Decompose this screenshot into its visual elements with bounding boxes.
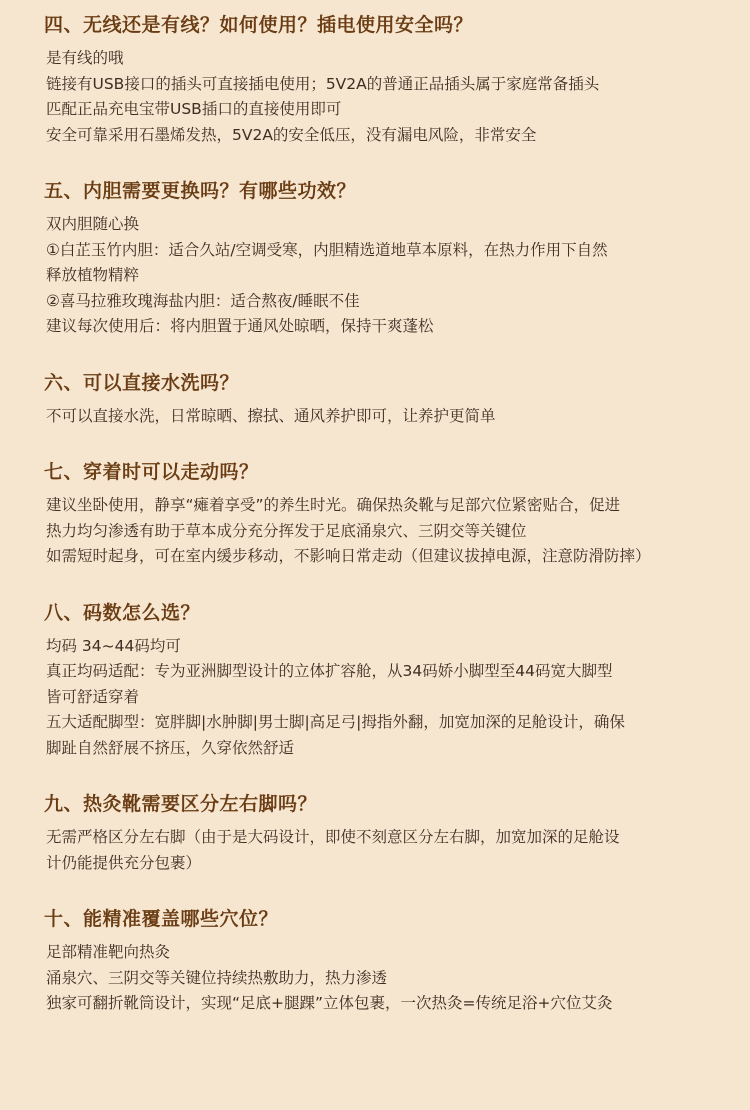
answer-line: 如需短时起身，可在室内缓步移动，不影响日常走动（但建议拔掉电源，注意防滑防摔）: [46, 547, 651, 565]
answer-line: 建议坐卧使用，静享“瘫着享受”的养生时光。确保热灸靴与足部穴位紧密贴合，促进: [46, 496, 621, 514]
answer-line: 释放植物精粹: [46, 266, 140, 284]
faq-section-10: [46, 904, 714, 1017]
faq-section-6: [46, 368, 714, 430]
section-title: 八、码数怎么选？: [44, 601, 201, 624]
answer-line: 匹配正品充电宝带USB插口的直接使用即可: [46, 100, 342, 118]
answer-line: 链接有USB接口的插头可直接插电使用；5V2A的普通正品插头属于家庭常备插头: [46, 74, 600, 93]
answer-line: ②喜马拉雅玫瑰海盐内胆：适合熬夜/睡眠不佳: [46, 291, 360, 310]
section-title: 四、无线还是有线？如何使用？插电使用安全吗？: [44, 14, 474, 36]
section-title: 五、内胆需要更换吗？有哪些功效？: [44, 180, 357, 202]
answer-line: 涌泉穴、三阴交等关键位持续热敷助力，热力渗透: [46, 968, 388, 987]
answer-line: ①白芷玉竹内胆：适合久站/空调受寒，内胆精选道地草本原料，在热力作用下自然: [46, 240, 608, 259]
answer-line: 五大适配脚型：宽胖脚|水肿脚|男士脚|高足弓|拇指外翻，加宽加深的足舱设计，确保: [46, 713, 625, 731]
faq-section-4: [46, 10, 714, 148]
section-title: 十、能精准覆盖哪些穴位？: [44, 908, 279, 930]
answer-line: 均码 34~44码均可: [46, 636, 181, 655]
answer-line: 皆可舒适穿着: [46, 687, 140, 706]
answer-line: 独家可翻折靴筒设计，实现“足底+腿踝”立体包裹，一次热灸=传统足浴+穴位艾灸: [46, 994, 613, 1012]
answer-line: 无需严格区分左右脚（由于是大码设计，即使不刻意区分左右脚，加宽加深的足舱设: [46, 828, 620, 846]
faq-section-8: [46, 598, 714, 762]
answer-line: 足部精准靶向热灸: [46, 943, 171, 961]
answer-line: 安全可靠采用石墨烯发热，5V2A的安全低压，没有漏电风险，非常安全: [46, 125, 537, 144]
answer-line: 不可以直接水洗，日常晾晒、擦拭、通风养护即可，让养护更简单: [46, 406, 496, 425]
answer-line: 脚趾自然舒展不挤压，久穿依然舒适: [46, 738, 295, 757]
faq-section-7: [46, 457, 714, 570]
answer-line: 热力均匀渗透有助于草本成分充分挥发于足底涌泉穴、三阴交等关键位: [46, 521, 527, 540]
answer-line: 双内胆随心换: [46, 215, 140, 233]
section-title: 七、穿着时可以走动吗？: [44, 461, 259, 483]
answer-line: 真正均码适配：专为亚洲脚型设计的立体扩容舱，从34码娇小脚型至44码宽大脚型: [46, 662, 613, 680]
section-title: 六、可以直接水洗吗？: [44, 371, 240, 394]
answer-line: 建议每次使用后：将内胆置于通风处晾晒，保持干爽蓬松: [46, 317, 434, 335]
section-title: 九、热灸靴需要区分左右脚吗？: [44, 793, 318, 815]
faq-section-5: [46, 176, 714, 340]
answer-line: 是有线的哦: [46, 49, 124, 67]
faq-section-9: [46, 789, 714, 876]
answer-line: 计仍能提供充分包裹）: [46, 853, 202, 872]
